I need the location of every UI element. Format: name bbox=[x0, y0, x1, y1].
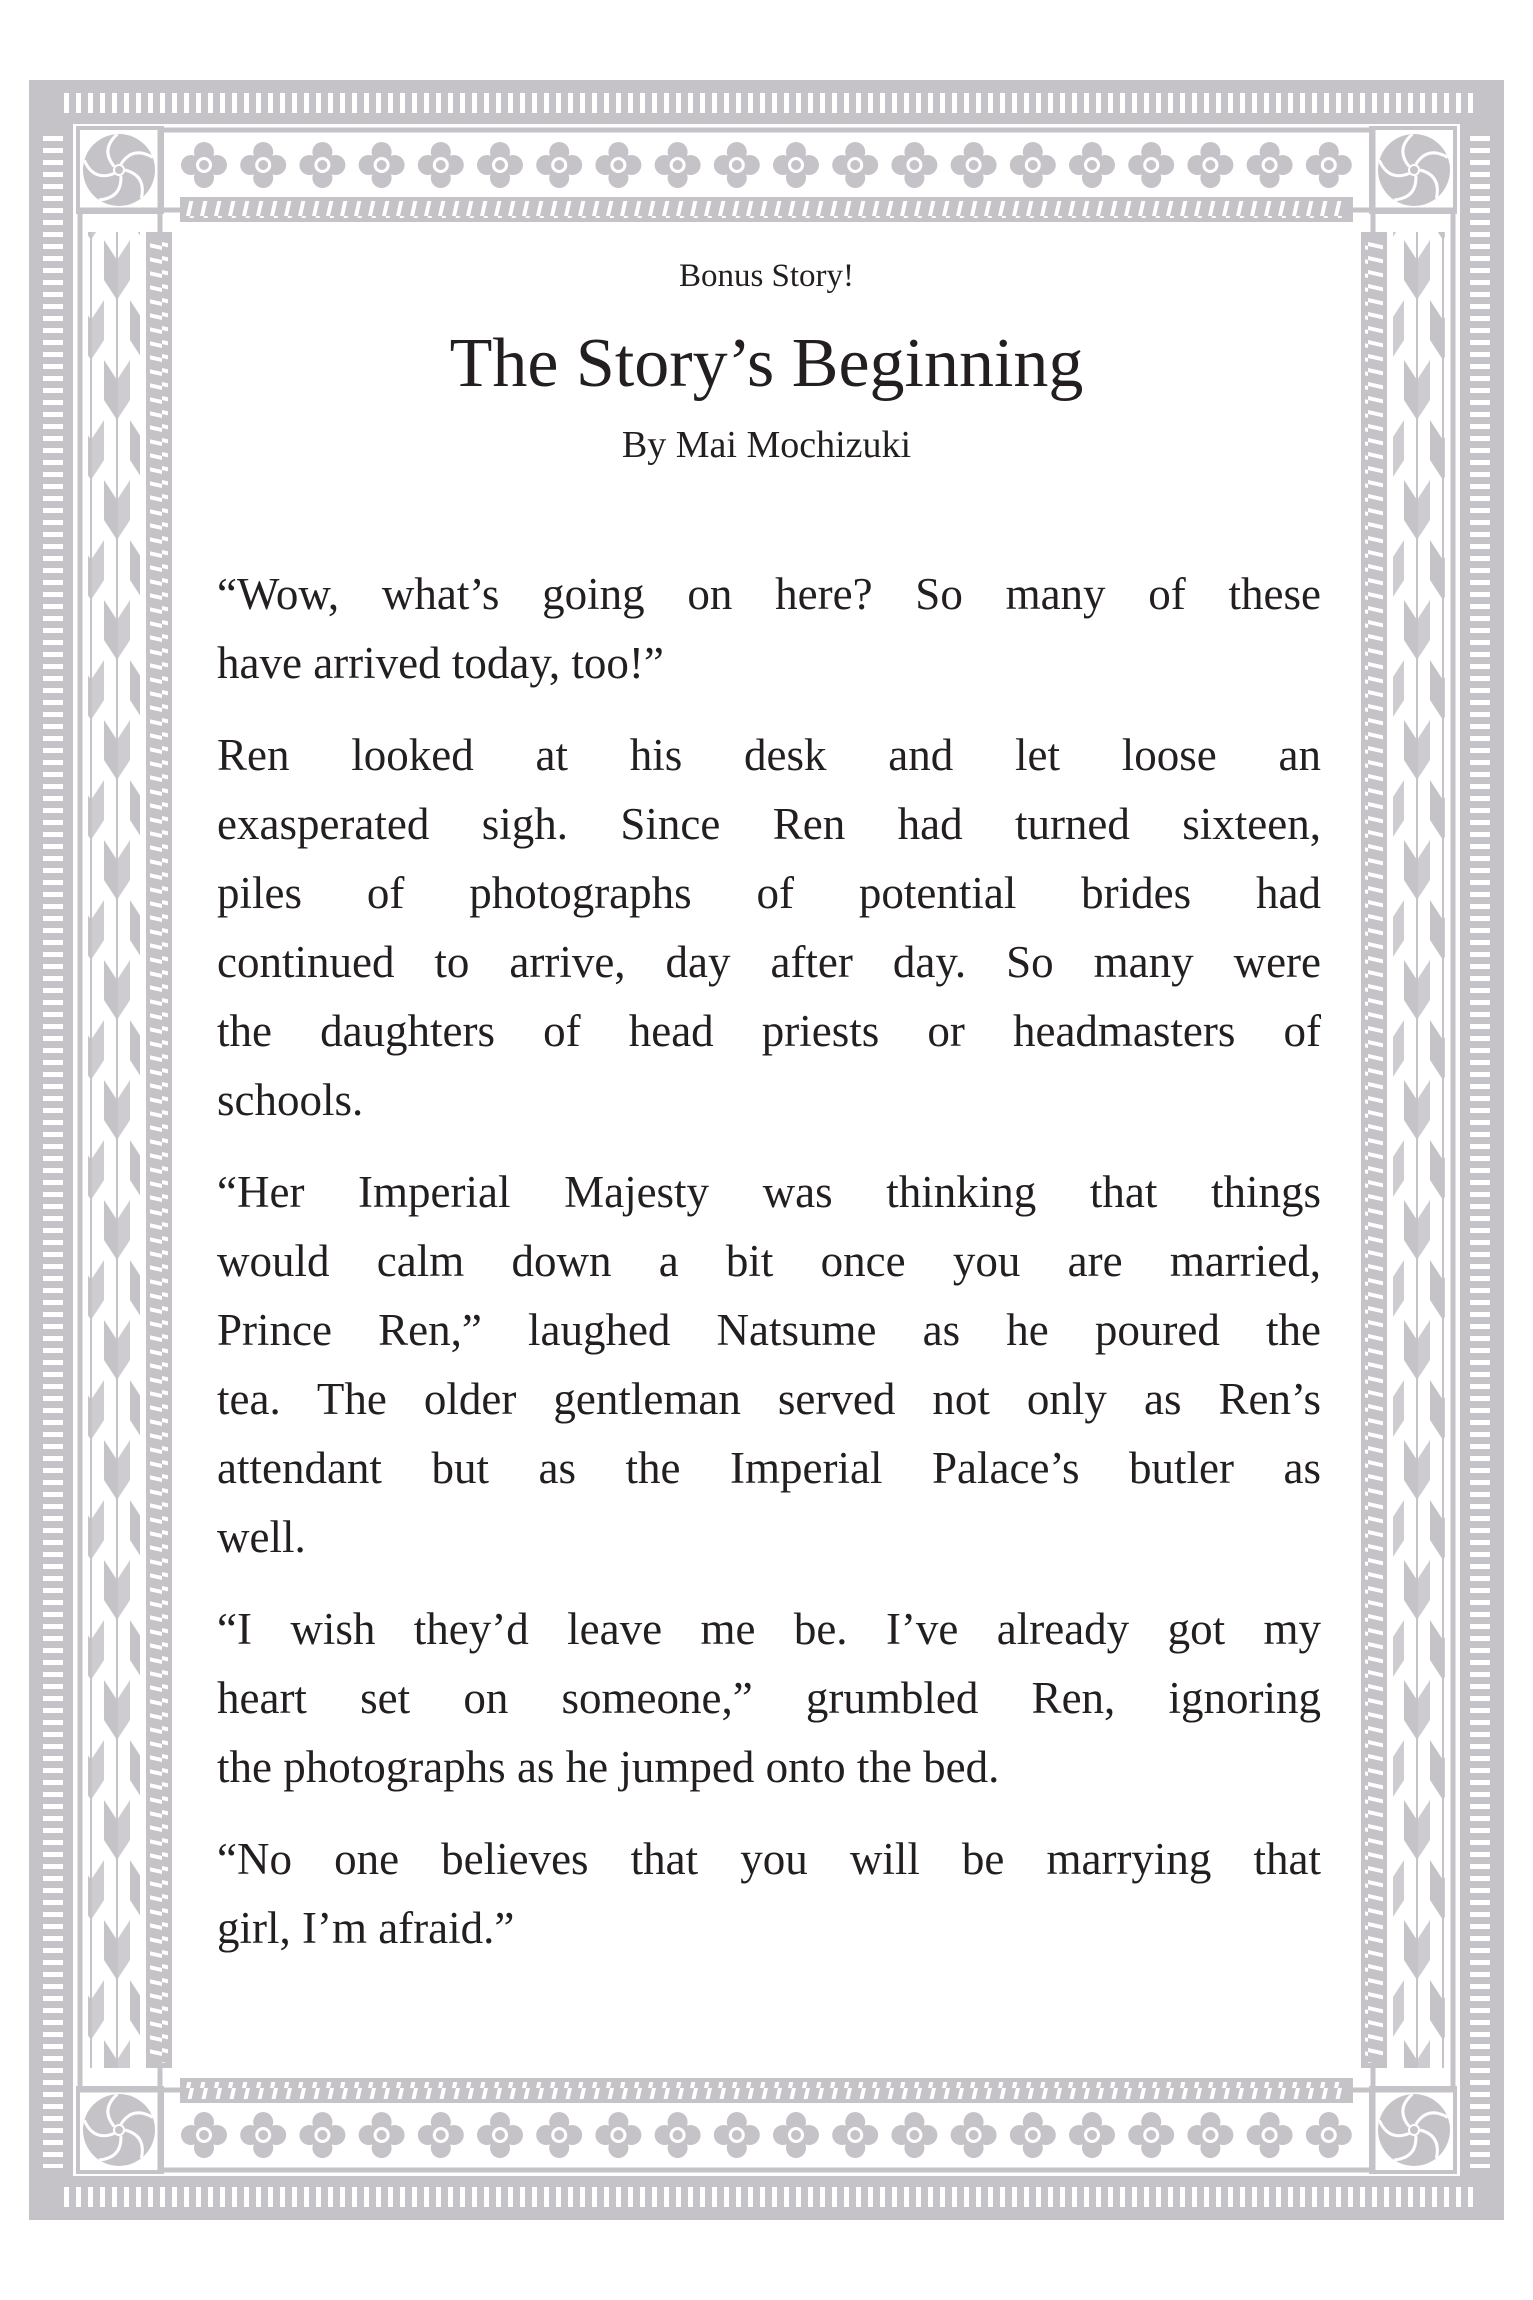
flower-dot bbox=[673, 2130, 683, 2140]
text-line: “Wow, what’s going on here? So many of these bbox=[217, 569, 1321, 619]
flower-dot bbox=[1087, 2130, 1097, 2140]
flower-dot bbox=[673, 160, 683, 170]
flower-dot bbox=[199, 160, 209, 170]
text-line: “I wish they’d leave me be. I’ve already got my bbox=[217, 1604, 1321, 1654]
text-line: would calm down a bit once you are married, bbox=[217, 1236, 1321, 1286]
text-line: well. bbox=[217, 1512, 306, 1562]
flower-dot bbox=[554, 2130, 564, 2140]
flower-dot bbox=[850, 160, 860, 170]
text-line: exasperated sigh. Since Ren had turned sixteen, bbox=[217, 799, 1321, 849]
bottom-stripes bbox=[60, 2187, 1473, 2207]
flower-dot bbox=[377, 2130, 387, 2140]
text-line: piles of photographs of potential brides had bbox=[217, 868, 1321, 918]
pinwheel-dot bbox=[115, 166, 123, 174]
flower-dot bbox=[791, 2130, 801, 2140]
text-line: schools. bbox=[217, 1075, 364, 1125]
flower-dot bbox=[969, 2130, 979, 2140]
flower-dot bbox=[1087, 160, 1097, 170]
flower-dot bbox=[613, 2130, 623, 2140]
flower-dot bbox=[199, 2130, 209, 2140]
flower-dot bbox=[1146, 2130, 1156, 2140]
text-line: “No one believes that you will be marrying that bbox=[217, 1834, 1321, 1884]
flower-dot bbox=[1028, 2130, 1038, 2140]
story-title: The Story’s Beginning bbox=[449, 325, 1084, 402]
flower-dot bbox=[258, 2130, 268, 2140]
flower-dot bbox=[554, 160, 564, 170]
pinwheel-dot bbox=[1410, 2126, 1418, 2134]
pinwheel-dot bbox=[115, 2126, 123, 2134]
pinwheel-dot bbox=[1410, 166, 1418, 174]
text-line: attendant but as the Imperial Palace’s butler as bbox=[217, 1443, 1321, 1493]
top-stripes bbox=[60, 93, 1473, 113]
vertical-stripe-pattern bbox=[1365, 237, 1383, 2063]
flower-dot bbox=[1265, 160, 1275, 170]
text-line: tea. The older gentleman served not only as Ren’s bbox=[217, 1374, 1321, 1424]
flower-dot bbox=[732, 160, 742, 170]
flower-dot bbox=[732, 2130, 742, 2140]
paragraph bbox=[217, 560, 1321, 698]
flower-dot bbox=[850, 2130, 860, 2140]
flower-dot bbox=[909, 2130, 919, 2140]
flower-dot bbox=[1324, 2130, 1334, 2140]
text-line: the photographs as he jumped onto the bed. bbox=[217, 1742, 1000, 1792]
text-line: Prince Ren,” laughed Natsume as he poured the bbox=[217, 1305, 1321, 1355]
text-line: have arrived today, too!” bbox=[217, 638, 664, 688]
flower-dot bbox=[791, 160, 801, 170]
arrow-feather-column bbox=[88, 232, 140, 2068]
flower-dot bbox=[317, 2130, 327, 2140]
flower-dot bbox=[1265, 2130, 1275, 2140]
text-line: “Her Imperial Majesty was thinking that things bbox=[217, 1167, 1321, 1217]
flower-dot bbox=[1205, 2130, 1215, 2140]
bonus-story-label: Bonus Story! bbox=[678, 258, 855, 294]
flower-dot bbox=[613, 160, 623, 170]
flower-dot bbox=[377, 160, 387, 170]
flower-dot bbox=[495, 160, 505, 170]
author-byline: By Mai Mochizuki bbox=[621, 424, 912, 466]
paragraph bbox=[217, 1595, 1321, 1802]
flower-dot bbox=[258, 160, 268, 170]
flower-dot bbox=[436, 160, 446, 170]
flower-dot bbox=[436, 2130, 446, 2140]
vertical-stripe-pattern bbox=[150, 237, 168, 2063]
horizontal-stripe-pattern bbox=[185, 2082, 1348, 2099]
story-body bbox=[217, 560, 1321, 1986]
flower-dot bbox=[1205, 160, 1215, 170]
flower-dot bbox=[1028, 160, 1038, 170]
paragraph bbox=[217, 1825, 1321, 1963]
text-line: girl, I’m afraid.” bbox=[217, 1903, 515, 1953]
text-line: continued to arrive, day after day. So many were bbox=[217, 937, 1321, 987]
text-line: the daughters of head priests or headmasters of bbox=[217, 1006, 1321, 1056]
flower-dot bbox=[909, 160, 919, 170]
paragraph bbox=[217, 721, 1321, 1135]
horizontal-stripe-pattern bbox=[185, 201, 1348, 218]
flower-dot bbox=[969, 160, 979, 170]
paragraph bbox=[217, 1158, 1321, 1572]
text-line: Ren looked at his desk and let loose an bbox=[217, 730, 1321, 780]
text-line: heart set on someone,” grumbled Ren, ignoring bbox=[217, 1673, 1321, 1723]
arrow-feather-column bbox=[1393, 232, 1445, 2068]
flower-dot bbox=[317, 160, 327, 170]
flower-dot bbox=[495, 2130, 505, 2140]
flower-dot bbox=[1324, 160, 1334, 170]
flower-dot bbox=[1146, 160, 1156, 170]
